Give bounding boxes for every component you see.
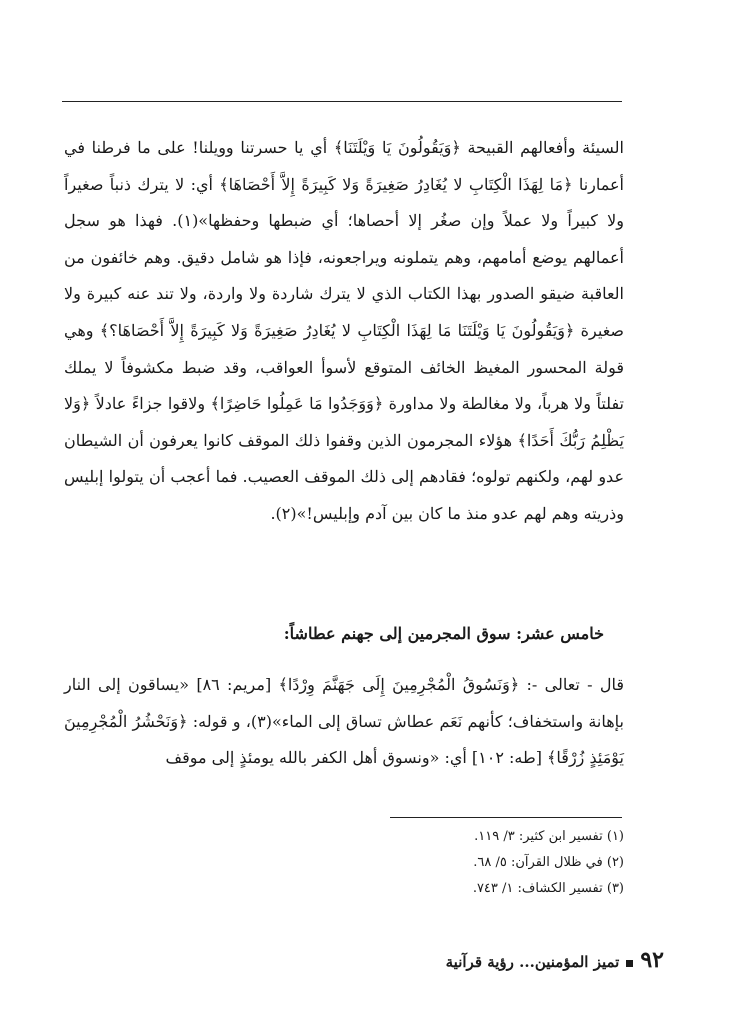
footnote-rule bbox=[390, 817, 622, 818]
footnote-2: (٢) في ظلال القرآن: ٥/ ٦٨. bbox=[473, 855, 624, 870]
main-text-continued bbox=[64, 667, 624, 777]
book-title: تميز المؤمنين... رؤية قرآنية bbox=[445, 953, 620, 971]
footnote-1: (١) تفسير ابن كثير: ٣/ ١١٩. bbox=[474, 829, 624, 844]
main-text bbox=[64, 130, 624, 533]
square-bullet-icon bbox=[626, 960, 633, 967]
footnote-3: (٣) تفسير الكشاف: ١/ ٧٤٣. bbox=[472, 881, 624, 896]
paragraph-1: السيئة وأفعالهم القبيحة ﴿وَيَقُولُونَ يَا وَيْلَتَنَا﴾ أي يا حسرتنا وويلنا! على ما فرطنا في أعمارنا ﴿مَا لِهَذَا الْكِتَابِ لا يُغَادِرُ صَغِيرَةً وَلا كَبِيرَةً إِلاَّ أَحْصَاهَا﴾ أي: لا يترك ذنباً صغيراً ولا كبيراً ولا عملاً وإن صغُر إلا أحصاها؛ أي ضبطها وحفظها»(١). فهذا هو سجل أعمالهم يوضع أمامهم، وهم يتملونه ويراجعونه، فإذا هو شامل دقيق. وهم خائفون من العاقبة ضيقو الصدور بهذا الكتاب الذي لا يترك شاردة ولا واردة، ولا تند عنه كبيرة ولا صغيرة ﴿وَيَقُولُونَ يَا وَيْلَتَنَا مَا لِهَذَا الْكِتَابِ لا يُغَادِرُ صَغِيرَةً وَلا كَبِيرَةً إِلاَّ أَحْصَاهَا؟﴾ وهي قولة المحسور المغيظ الخائف المتوقع لأسوأ العواقب، وقد ضبط مكشوفاً لا يملك تفلتاً ولا هرباً، ولا مغالطة ولا مداورة ﴿وَوَجَدُوا مَا عَمِلُوا حَاضِرًا﴾ ولاقوا جزاءً عادلاً ﴿وَلا يَظْلِمُ رَبُّكَ أَحَدًا﴾ هؤلاء المجرمون الذين وقفوا ذلك الموقف كانوا يعرفون أن الشيطان عدو لهم، ولكنهم تولوه؛ فقادهم إلى ذلك الموقف العصيب. فما أعجب أن يتولوا إبليس وذريته وهم لهم عدو منذ ما كان بين آدم وإبليس!»(٢). bbox=[64, 138, 625, 523]
page-footer bbox=[400, 948, 664, 974]
section-heading: خامس عشر: سوق المجرمين إلى جهنم عطاشاً: bbox=[283, 624, 604, 643]
top-rule bbox=[62, 101, 622, 102]
page-number: ٩٢ bbox=[640, 947, 664, 973]
footnotes bbox=[340, 824, 624, 902]
paragraph-2: قال - تعالى -: ﴿وَنَسُوقُ الْمُجْرِمِينَ إِلَى جَهَنَّمَ وِرْدًا﴾ [مريم: ٨٦] «يساقون إلى النار بإهانة واستخفاف؛ كأنهم نَعَم عطاش تساق إلى الماء»(٣)، و قوله: ﴿وَنَحْشُرُ الْمُجْرِمِينَ يَوْمَئِذٍ زُرْقًا﴾ [طه: ١٠٢] أي: «ونسوق أهل الكفر بالله يومئذٍ إلى موقف bbox=[64, 675, 624, 768]
